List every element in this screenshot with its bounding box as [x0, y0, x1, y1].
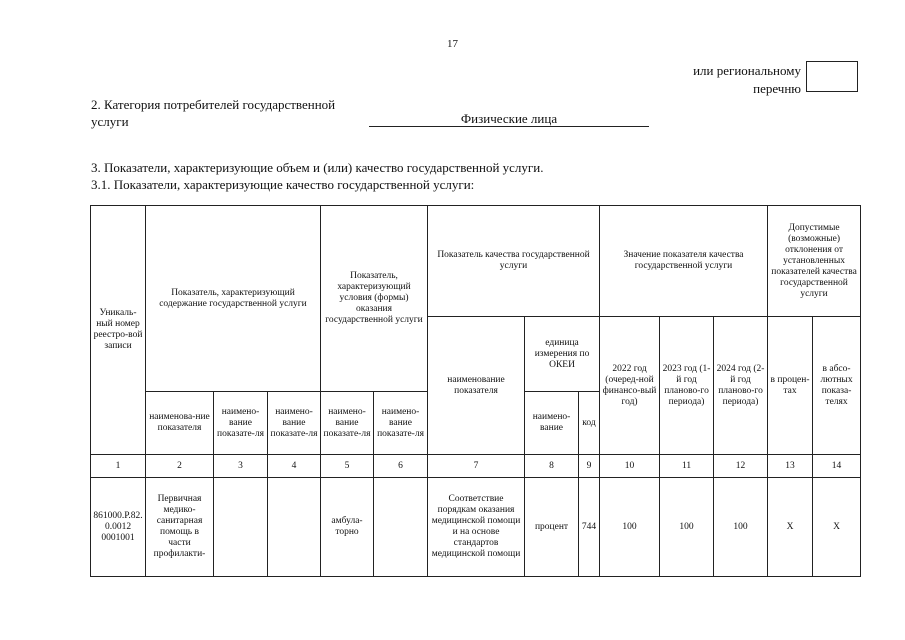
header-conditions-group: Показатель, характеризующий условия (формы) оказания государственной услуги: [321, 206, 428, 392]
header-content-group: Показатель, характеризующий содержание государственной услуги: [146, 206, 321, 392]
cell-unit-code: 744: [579, 478, 600, 577]
category-value: Физические лица: [369, 111, 649, 127]
category-label-line2: услуги: [91, 114, 129, 129]
column-number: 6: [374, 455, 428, 478]
column-number: 11: [660, 455, 714, 478]
header-year-2024: 2024 год (2-й год планово-го периода): [714, 317, 768, 455]
table-row: [91, 478, 861, 577]
header-condition-col-2: наимено-вание показате-ля: [374, 392, 428, 455]
header-year-2022: 2022 год (очеред-ной финансо-вый год): [600, 317, 660, 455]
registry-label-line1: или региональному: [693, 63, 801, 78]
section31-title: 3.1. Показатели, характеризующие качество государственной услуги:: [91, 177, 475, 192]
header-in-absolute: в абсо-лютных показа-телях: [813, 317, 861, 455]
column-number: 14: [813, 455, 861, 478]
column-number: 13: [768, 455, 813, 478]
cell-value-2023: 100: [660, 478, 714, 577]
cell-unit-name: процент: [525, 478, 579, 577]
header-year-2023: 2023 год (1-й год планово-го периода): [660, 317, 714, 455]
category-label-line1: 2. Категория потребителей государственной: [91, 97, 336, 112]
section3-title: 3. Показатели, характеризующие объем и (или) качество государственной услуги.: [91, 160, 544, 175]
quality-indicators-table: [90, 205, 861, 577]
header-quality-group: Показатель качества государственной услуги: [428, 206, 600, 317]
header-values-group: Значение показателя качества государственной услуги: [600, 206, 768, 317]
header-content-col-2: наимено-вание показате-ля: [214, 392, 268, 455]
column-number: 5: [321, 455, 374, 478]
header-content-col-3: наимено-вание показате-ля: [268, 392, 321, 455]
cell-indicator: Соответствие порядкам оказания медицинской помощи и на основе стандартов медицинской помощи: [428, 478, 525, 577]
column-numbers-row: [91, 455, 861, 478]
cell-value-2024: 100: [714, 478, 768, 577]
cell-value-2022: 100: [600, 478, 660, 577]
cell-condition-1: амбула-торно: [321, 478, 374, 577]
category-label: [91, 96, 381, 130]
column-number: 7: [428, 455, 525, 478]
column-number: 2: [146, 455, 214, 478]
column-number: 1: [91, 455, 146, 478]
header-condition-col-1: наимено-вание показате-ля: [321, 392, 374, 455]
page-number: 17: [447, 38, 458, 50]
cell-condition-2: [374, 478, 428, 577]
header-deviation-group: Допустимые (возможные) отклонения от установленных показателей качества государственной услуги: [768, 206, 861, 317]
column-number: 10: [600, 455, 660, 478]
registry-label: [693, 62, 801, 98]
header-indicator-name: наименование показателя: [428, 317, 525, 455]
registry-label-line2: перечню: [753, 81, 801, 96]
cell-content-1: Первичная медико-санитарная помощь в части профилакти-: [146, 478, 214, 577]
header-row-1: [91, 206, 861, 317]
column-number: 4: [268, 455, 321, 478]
header-okei-code: код: [579, 392, 600, 455]
column-number: 3: [214, 455, 268, 478]
cell-content-3: [268, 478, 321, 577]
column-number: 8: [525, 455, 579, 478]
column-number: 9: [579, 455, 600, 478]
registry-code-box: [806, 61, 858, 92]
header-in-percent: в процен-тах: [768, 317, 813, 455]
cell-deviation-percent: Х: [768, 478, 813, 577]
header-content-col-1: наименова-ние показателя: [146, 392, 214, 455]
header-okei-name: наимено-вание: [525, 392, 579, 455]
header-okei-unit: единица измерения по ОКЕИ: [525, 317, 600, 392]
cell-deviation-absolute: Х: [813, 478, 861, 577]
column-number: 12: [714, 455, 768, 478]
header-unique-number: Уникаль-ный номер реестро-вой записи: [91, 206, 146, 455]
cell-content-2: [214, 478, 268, 577]
cell-registry-number: 861000.Р.82.0.0012 0001001: [91, 478, 146, 577]
